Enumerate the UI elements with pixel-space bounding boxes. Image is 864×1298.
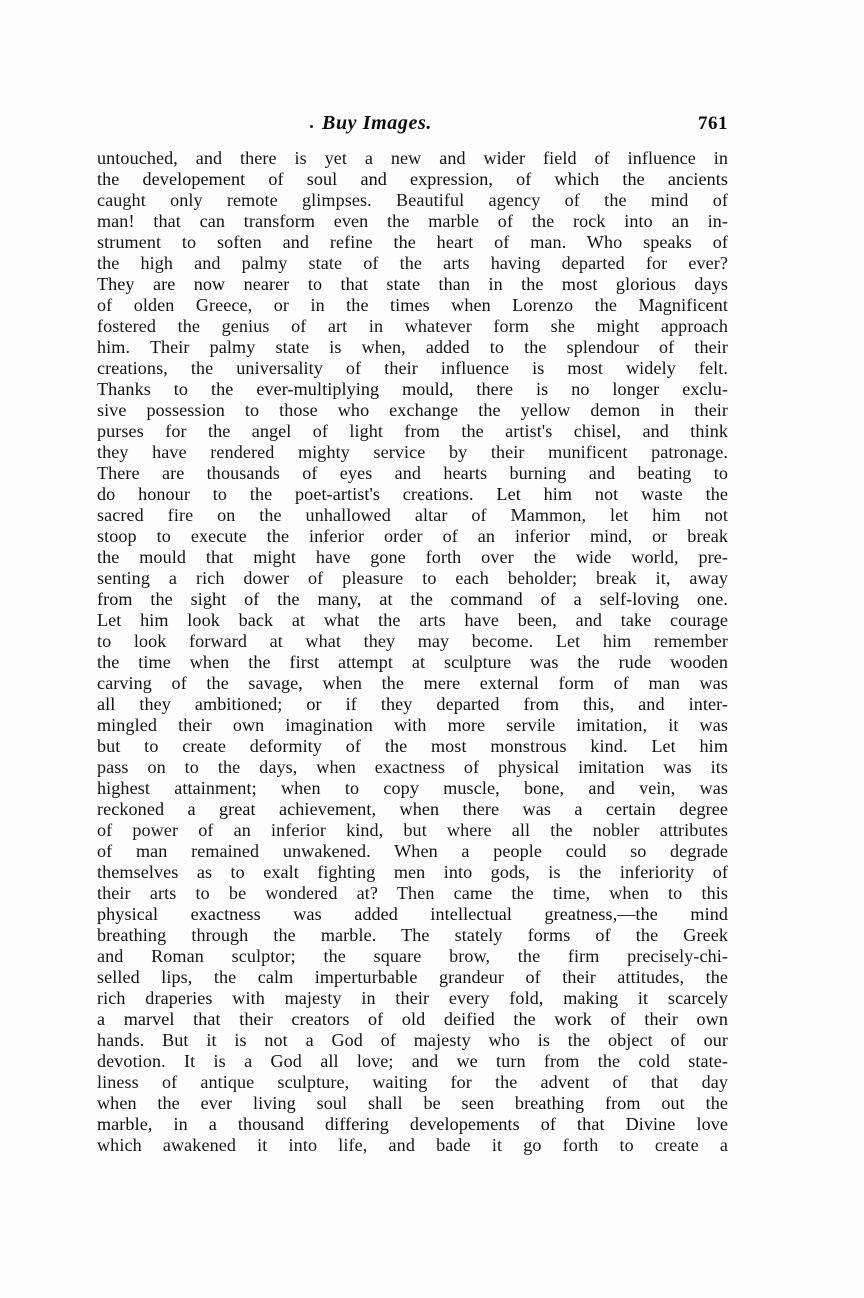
text-line xyxy=(97,1135,728,1156)
text-line-content: the mould that might have gone forth over the wide world, pre- xyxy=(97,547,728,567)
text-line-content: physical exactness was added intellectual greatness,—the mind xyxy=(97,904,728,924)
text-line-content: marble, in a thousand differing developements of that Divine love xyxy=(97,1114,728,1134)
text-line-content: caught only remote glimpses. Beautiful agency of the mind of xyxy=(97,190,728,210)
text-line-content: when the ever living soul shall be seen breathing from out the xyxy=(97,1093,728,1113)
body-text-block xyxy=(97,148,728,1156)
text-line xyxy=(97,883,728,904)
text-line-content: all they ambitioned; or if they departed from this, and inter- xyxy=(97,694,728,714)
text-line-content: the developement of soul and expression, of which the ancients xyxy=(97,169,728,189)
text-line xyxy=(97,778,728,799)
text-line-content: senting a rich dower of pleasure to each beholder; break it, away xyxy=(97,568,728,588)
text-line xyxy=(97,610,728,631)
text-line-content: rich draperies with majesty in their every fold, making it scarcely xyxy=(97,988,728,1008)
text-line-content: carving of the savage, when the mere external form of man was xyxy=(97,673,728,693)
text-line xyxy=(97,715,728,736)
text-line xyxy=(97,820,728,841)
text-line xyxy=(97,295,728,316)
text-line-content: do honour to the poet-artist's creations. Let him not waste the xyxy=(97,484,728,504)
text-line xyxy=(97,904,728,925)
text-line-content: their arts to be wondered at? Then came the time, when to this xyxy=(97,883,728,903)
text-line-content: There are thousands of eyes and hearts burning and beating to xyxy=(97,463,728,483)
text-line xyxy=(97,463,728,484)
text-line xyxy=(97,631,728,652)
text-line xyxy=(97,526,728,547)
text-line xyxy=(97,1009,728,1030)
text-line xyxy=(97,253,728,274)
text-line xyxy=(97,505,728,526)
text-line-content: strument to soften and refine the heart of man. Who speaks of xyxy=(97,232,728,252)
text-line xyxy=(97,925,728,946)
text-line-content: from the sight of the many, at the command of a self-loving one. xyxy=(97,589,728,609)
page-title: Buy Images. xyxy=(322,112,432,134)
text-line-content: breathing through the marble. The stately forms of the Greek xyxy=(97,925,728,945)
text-line xyxy=(97,148,728,169)
page-number: 761 xyxy=(698,113,728,134)
text-line xyxy=(97,589,728,610)
text-line-content: of olden Greece, or in the times when Lorenzo the Magnificent xyxy=(97,295,728,315)
text-line-content: creations, the universality of their influence is most widely felt. xyxy=(97,358,728,378)
text-line xyxy=(97,736,728,757)
text-line xyxy=(97,988,728,1009)
running-head xyxy=(97,112,728,140)
text-line xyxy=(97,358,728,379)
text-line-content: purses for the angel of light from the artist's chisel, and think xyxy=(97,421,728,441)
text-line xyxy=(97,799,728,820)
text-line-content: mingled their own imagination with more servile imitation, it was xyxy=(97,715,728,735)
text-line xyxy=(97,652,728,673)
text-line xyxy=(97,400,728,421)
text-line-content: stoop to execute the inferior order of an inferior mind, or break xyxy=(97,526,728,546)
text-line-content: which awakened it into life, and bade it go forth to create a xyxy=(97,1135,728,1155)
text-line-content: sive possession to those who exchange the yellow demon in their xyxy=(97,400,728,420)
text-line-content: reckoned a great achievement, when there was a certain degree xyxy=(97,799,728,819)
text-line xyxy=(97,337,728,358)
text-line xyxy=(97,274,728,295)
text-line-content: the high and palmy state of the arts having departed for ever? xyxy=(97,253,728,273)
text-line xyxy=(97,1051,728,1072)
text-line xyxy=(97,841,728,862)
text-line xyxy=(97,547,728,568)
text-line-content: highest attainment; when to copy muscle, bone, and vein, was xyxy=(97,778,728,798)
text-line-content: but to create deformity of the most monstrous kind. Let him xyxy=(97,736,728,756)
text-line-content: fostered the genius of art in whatever form she might approach xyxy=(97,316,728,336)
text-line-content: a marvel that their creators of old deified the work of their own xyxy=(97,1009,728,1029)
text-line-content: they have rendered mighty service by their munificent patronage. xyxy=(97,442,728,462)
text-line xyxy=(97,442,728,463)
text-line-content: hands. But it is not a God of majesty who is the object of our xyxy=(97,1030,728,1050)
text-line xyxy=(97,421,728,442)
text-line xyxy=(97,568,728,589)
text-line xyxy=(97,484,728,505)
text-line-content: him. Their palmy state is when, added to the splendour of their xyxy=(97,337,728,357)
text-line-content: untouched, and there is yet a new and wider field of influence in xyxy=(97,148,728,168)
text-line-content: liness of antique sculpture, waiting for the advent of that day xyxy=(97,1072,728,1092)
text-line-content: of man remained unwakened. When a people could so degrade xyxy=(97,841,728,861)
text-line xyxy=(97,232,728,253)
text-line-content: pass on to the days, when exactness of physical imitation was its xyxy=(97,757,728,777)
text-line-content: themselves as to exalt fighting men into gods, is the inferiority of xyxy=(97,862,728,882)
text-line-content: man! that can transform even the marble of the rock into an in- xyxy=(97,211,728,231)
text-line xyxy=(97,946,728,967)
text-line xyxy=(97,169,728,190)
text-line-content: Thanks to the ever-multiplying mould, there is no longer exclu- xyxy=(97,379,728,399)
text-line xyxy=(97,211,728,232)
text-line-content: Let him look back at what the arts have been, and take courage xyxy=(97,610,728,630)
text-line xyxy=(97,673,728,694)
text-line xyxy=(97,862,728,883)
text-line xyxy=(97,694,728,715)
text-line-content: of power of an inferior kind, but where all the nobler attributes xyxy=(97,820,728,840)
text-line xyxy=(97,316,728,337)
text-line xyxy=(97,757,728,778)
text-line-content: the time when the first attempt at sculpture was the rude wooden xyxy=(97,652,728,672)
text-line xyxy=(97,1093,728,1114)
text-line xyxy=(97,1072,728,1093)
text-line-content: selled lips, the calm imperturbable grandeur of their attitudes, the xyxy=(97,967,728,987)
text-line-content: and Roman sculptor; the square brow, the firm precisely-chi- xyxy=(97,946,728,966)
text-line xyxy=(97,1114,728,1135)
text-line xyxy=(97,967,728,988)
text-line xyxy=(97,190,728,211)
text-line-content: They are now nearer to that state than in the most glorious days xyxy=(97,274,728,294)
text-line-content: to look forward at what they may become. Let him remember xyxy=(97,631,728,651)
text-line xyxy=(97,1030,728,1051)
text-line-content: sacred fire on the unhallowed altar of Mammon, let him not xyxy=(97,505,728,525)
text-line xyxy=(97,379,728,400)
text-line-content: devotion. It is a God all love; and we turn from the cold state- xyxy=(97,1051,728,1071)
